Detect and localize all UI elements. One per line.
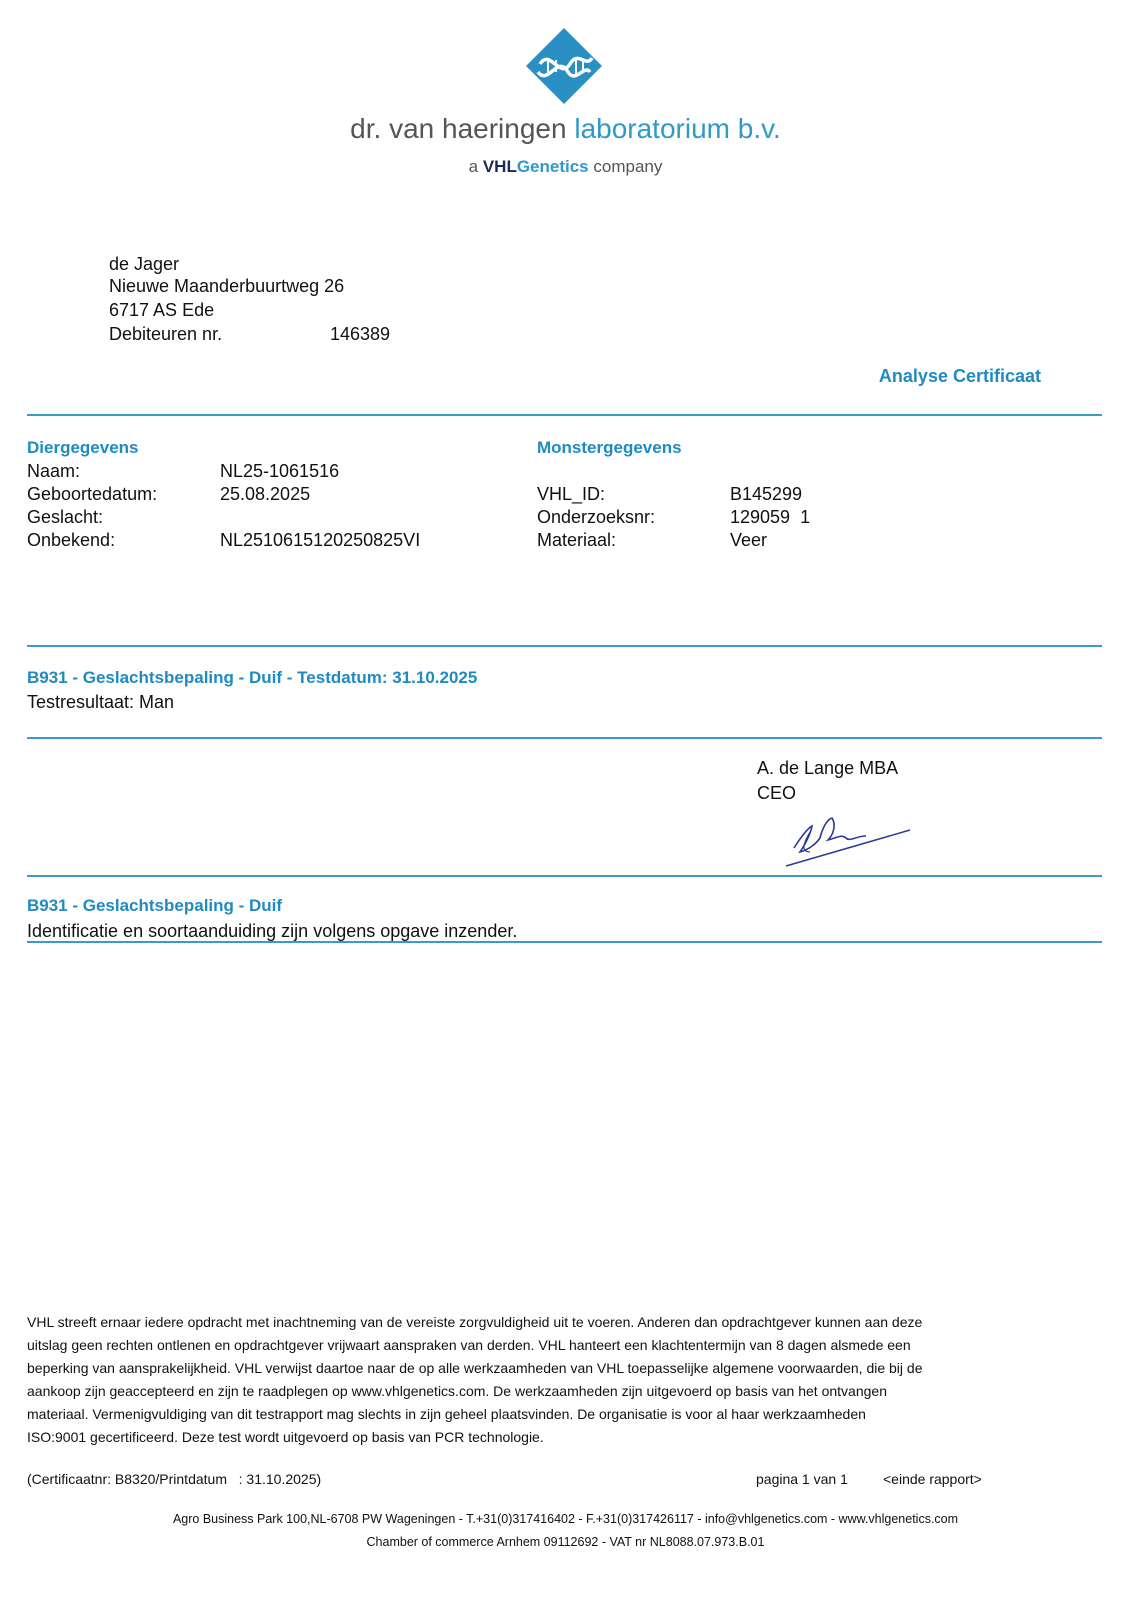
- chamber-of-commerce: Chamber of commerce Arnhem 09112692 - VAT nr NL8088.07.973.B.01: [366, 1535, 765, 1549]
- debtor-value: 146389: [330, 324, 391, 344]
- brand-name-lab: laboratorium b.v.: [574, 113, 781, 144]
- end-of-report: <einde rapport>: [883, 1471, 982, 1487]
- company-address: Agro Business Park 100,NL-6708 PW Wageningen - T.+31(0)317416402 - F.+31(0)317426117 - info@vhlgenetics.com - www.vhlgenetics.com: [172, 1512, 959, 1526]
- note-heading: B931 - Geslachtsbepaling - Duif: [27, 896, 283, 915]
- sample-label-vhl-id: VHL_ID:: [537, 484, 606, 504]
- debtor-label: Debiteuren nr.: [109, 324, 223, 344]
- recipient-name: de Jager: [109, 254, 180, 274]
- animal-label-unknown: Onbekend:: [27, 530, 116, 550]
- disclaimer-line: uitslag geen rechten ontlenen en opdrachtgever vrijwaart aanspraken van derden. VHL hanteert een klachtentermijn van 8 dagen alsmede een: [27, 1337, 911, 1353]
- animal-label-name: Naam:: [27, 461, 81, 481]
- divider: [27, 737, 1102, 739]
- animal-label-sex: Geslacht:: [27, 507, 104, 527]
- test-result: Testresultaat: Man: [27, 692, 175, 712]
- animal-value-birthdate: 25.08.2025: [220, 484, 311, 504]
- brand-sub-a: a: [468, 157, 479, 176]
- disclaimer-line: materiaal. Vermenigvuldiging van dit testrapport mag slechts in zijn geheel plaatsvinden. De organisatie is voor al haar werkzaamheden: [27, 1406, 866, 1422]
- signatory-name: A. de Lange MBA: [757, 758, 899, 778]
- divider: [27, 941, 1102, 943]
- disclaimer-line: ISO:9001 gecertificeerd. Deze test wordt uitgevoerd op basis van PCR technologie.: [27, 1429, 544, 1445]
- brand-sub-vhl: VHL: [482, 157, 517, 176]
- animal-value-name: NL25-1061516: [220, 461, 340, 481]
- disclaimer-line: aankoop zijn geaccepteerd en zijn te raadplegen op www.vhlgenetics.com. De werkzaamheden zijn uitgevoerd op basis van het ontvangen: [27, 1383, 887, 1399]
- divider: [27, 875, 1102, 877]
- recipient-city: 6717 AS Ede: [109, 300, 215, 320]
- disclaimer: [27, 1311, 1027, 1449]
- brand-subtitle: [0, 157, 1131, 177]
- test-heading: B931 - Geslachtsbepaling - Duif - Testdatum: 31.10.2025: [27, 668, 478, 687]
- animal-heading: Diergegevens: [27, 438, 139, 457]
- sample-label-research-nr: Onderzoeksnr:: [537, 507, 656, 527]
- animal-label-birthdate: Geboortedatum:: [27, 484, 158, 504]
- divider: [27, 645, 1102, 647]
- sample-value-research-nr: 129059 1: [730, 507, 811, 527]
- certificate-title: Analyse Certificaat: [878, 366, 1041, 386]
- sample-heading: Monstergegevens: [537, 438, 682, 457]
- brand-name-main: dr. van haeringen: [350, 113, 567, 144]
- sample-value-material: Veer: [730, 530, 768, 550]
- brand-name: [0, 113, 1131, 145]
- divider: [27, 414, 1102, 416]
- note-text: Identificatie en soortaanduiding zijn volgens opgave inzender.: [27, 921, 518, 941]
- signatory-role: CEO: [757, 783, 797, 803]
- recipient-street: Nieuwe Maanderbuurtweg 26: [109, 276, 345, 296]
- sample-value-vhl-id: B145299: [730, 484, 803, 504]
- signature-icon: [780, 808, 915, 874]
- disclaimer-line: VHL streeft ernaar iedere opdracht met inachtneming van de vereiste zorgvuldigheid uit te voeren. Anderen dan opdrachtgever kunnen aan deze: [27, 1314, 923, 1330]
- brand-sub-company: company: [593, 157, 663, 176]
- page-number: pagina 1 van 1: [756, 1471, 848, 1487]
- dna-helix-logo-icon: [526, 28, 602, 104]
- disclaimer-line: beperking van aansprakelijkheid. VHL verwijst daartoe naar de op alle werkzaamheden van VHL toepasselijke algemene voorwaarden, die bij de: [27, 1360, 923, 1376]
- brand-sub-genetics: Genetics: [516, 157, 589, 176]
- sample-label-material: Materiaal:: [537, 530, 617, 550]
- certificate-number: (Certificaatnr: B8320/Printdatum : 31.10.2025): [27, 1471, 322, 1487]
- animal-value-unknown: NL2510615120250825VI: [220, 530, 421, 550]
